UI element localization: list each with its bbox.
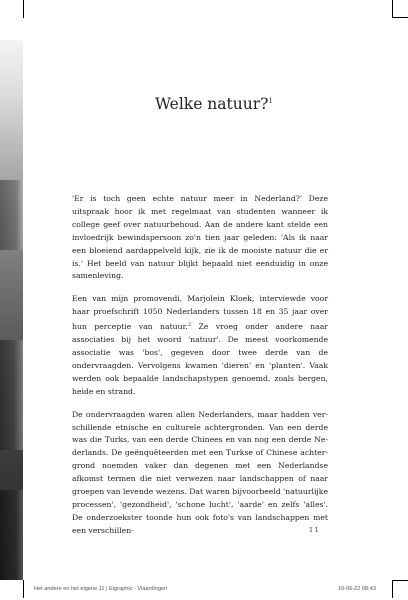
- crop-mark-bottom-left: [23, 580, 24, 598]
- crop-mark-top-right-h: [392, 17, 408, 18]
- photo-shadow-upper: [0, 180, 23, 250]
- paragraph-text: 'Er is toch geen echte natuur meer in Nederland?' Deze uitspraak hoor ik met regelmaat van studenten wanneer ik college geef over natuurbehoud. Aan de andere kant stelde een invloedrijk bewindspersoon zo'n tien jaar geleden: 'Als ik naar een bloeiend aardappelveld kijk, zie ik de mooiste natuur die er is.' Het beeld van natuur blijkt bepaald niet eenduidig in onze samenleving.: [72, 194, 328, 281]
- crop-mark-top-right: [392, 0, 393, 18]
- crop-mark-top-left: [23, 0, 24, 18]
- chapter-title-note: 1: [268, 97, 273, 105]
- body-paragraph: [72, 193, 328, 283]
- print-slug-right: 10-06-22 08:43: [338, 586, 376, 592]
- crop-mark-bottom-right-h: [392, 580, 408, 581]
- paragraph-text: Ze vroeg onder andere naar associaties bij het woord 'natuur'. De meest voorkomende associatie was 'bos', gegeven door twee derde van de ondervraagden. Vervolgens kwamen 'dieren' en 'planten'. Vaak werden ook bepaalde landschapstypen genoemd, zoals bergen, heide en strand.: [72, 322, 328, 396]
- chapter-title: [155, 95, 273, 113]
- chapter-title-text: Welke natuur?: [155, 95, 269, 113]
- footnote-reference: 2: [187, 322, 192, 329]
- print-slug-left: Het andere en het eigene 11 | Eigraphic - Vlaardingen: [34, 586, 168, 592]
- edge-photo-image: [0, 40, 23, 580]
- photo-shadow-middle: [0, 340, 23, 450]
- page-number: 11: [309, 526, 321, 534]
- paragraph-text: Een van mijn promovendi, Marjolein Kloek, interviewde voor haar proefschrift 1050 Nederlanders tussen 18 en 35 jaar over hun perceptie van natuur.: [72, 294, 328, 332]
- photo-shadow-lower: [0, 490, 23, 580]
- body-paragraph: [72, 409, 328, 538]
- crop-mark-bottom-right: [392, 580, 393, 598]
- body-paragraph: [72, 293, 328, 398]
- paragraph-text: De ondervraagden waren allen Nederlanders, maar hadden verschillende etnische en culturele achtergronden. Van een derde was die Turks, van een derde Chinees en van nog een derde Nederlands. De geënquêteerden met een Turkse of Chinese achtergrond noemden vaker dan degenen met een Nederlandse afkomst termen die niet verwezen naar landschappen of naar groepen van levende wezens. Dat waren bijvoorbeeld 'natuurlijke processen', 'gezondheid', 'schone lucht', 'aarde' en zelfs 'alles'. De onderzoekster toonde hun ook foto's van landschappen met een verschillen-: [72, 409, 329, 535]
- body-text: [72, 193, 328, 548]
